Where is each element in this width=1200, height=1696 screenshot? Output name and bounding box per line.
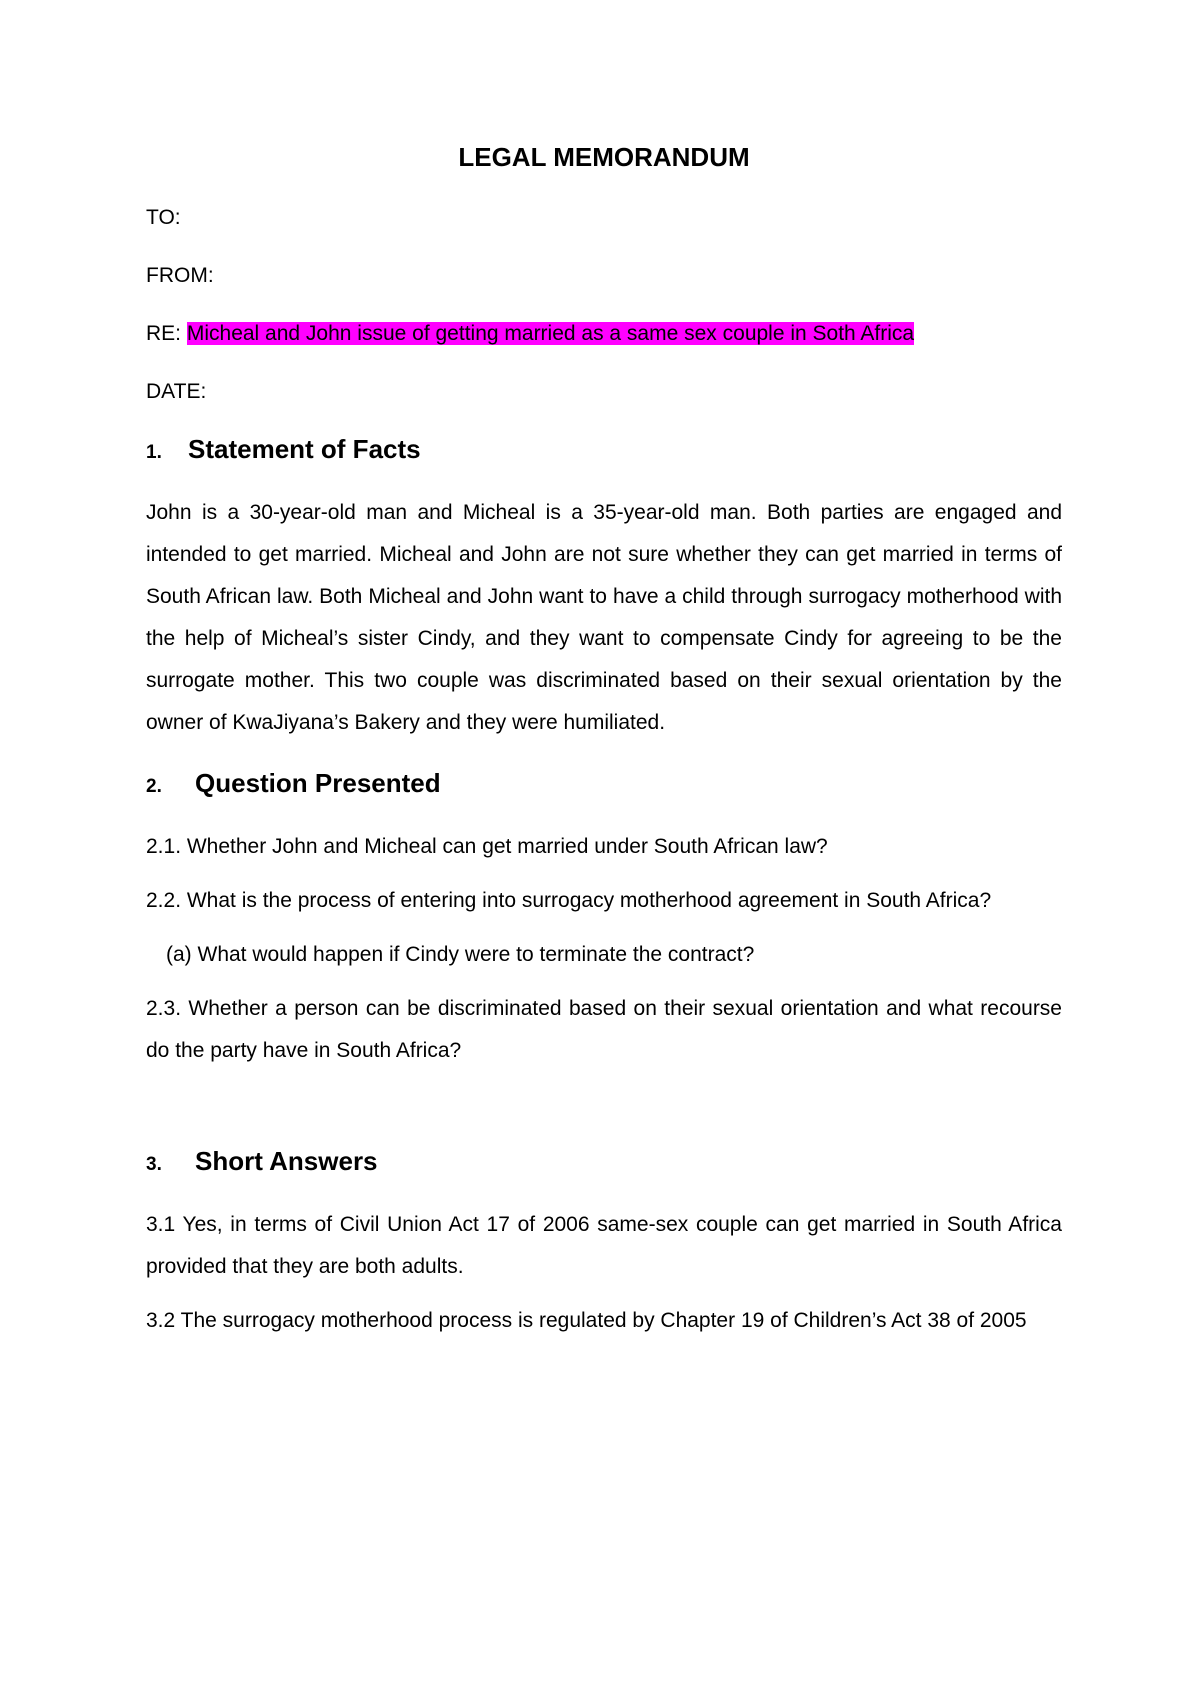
question-2-2-a: (a) What would happen if Cindy were to terminate the contract? [166,943,755,966]
to-field [146,204,1062,232]
answer-3-1: 3.1 Yes, in terms of Civil Union Act 17 of 2006 same-sex couple can get married in South Africa provided that they are both adults. [146,1213,1062,1278]
date-label: DATE: [146,380,207,403]
re-field [146,320,1062,348]
memo-title: LEGAL MEMORANDUM [458,142,750,172]
re-subject-highlighted: Micheal and John issue of getting married as a same sex couple in Soth Africa [186,322,915,345]
from-label: FROM: [146,264,214,287]
section-number: 2. [146,776,162,797]
section-number: 3. [146,1154,162,1175]
section-title: Statement of Facts [188,434,421,464]
to-label: TO: [146,206,181,229]
section-title: Short Answers [195,1146,378,1176]
section-heading-short-answers [146,1144,1062,1182]
question-2-2: 2.2. What is the process of entering into surrogacy motherhood agreement in South Africa? [146,889,992,912]
re-label: RE: [146,322,182,345]
blank-line-spacer [146,1084,1062,1144]
date-field [146,378,1062,406]
section-title: Question Presented [195,768,441,798]
section-heading-question-presented [146,766,1062,804]
question-2-3: 2.3. Whether a person can be discriminated based on their sexual orientation and what recourse do the party have in South Africa? [146,997,1062,1062]
section-number: 1. [146,442,162,463]
from-field [146,262,1062,290]
memo-content [146,140,1062,1354]
facts-paragraph: John is a 30-year-old man and Micheal is a 35-year-old man. Both parties are engaged and intended to get married. Micheal and John are not sure whether they can get married in terms of South African law. Both Micheal and John want to have a child through surrogacy motherhood with the help of Micheal’s sister Cindy, and they want to compensate Cindy for agreeing to be the surrogate mother. This two couple was discriminated based on their sexual orientation by the owner of KwaJiyana’s Bakery and they were humiliated. [146,501,1062,734]
section-heading-statement-of-facts [146,432,1062,470]
question-2-1: 2.1. Whether John and Micheal can get married under South African law? [146,835,828,858]
answer-3-2: 3.2 The surrogacy motherhood process is regulated by Chapter 19 of Children’s Act 38 of 2005 [146,1309,1027,1332]
